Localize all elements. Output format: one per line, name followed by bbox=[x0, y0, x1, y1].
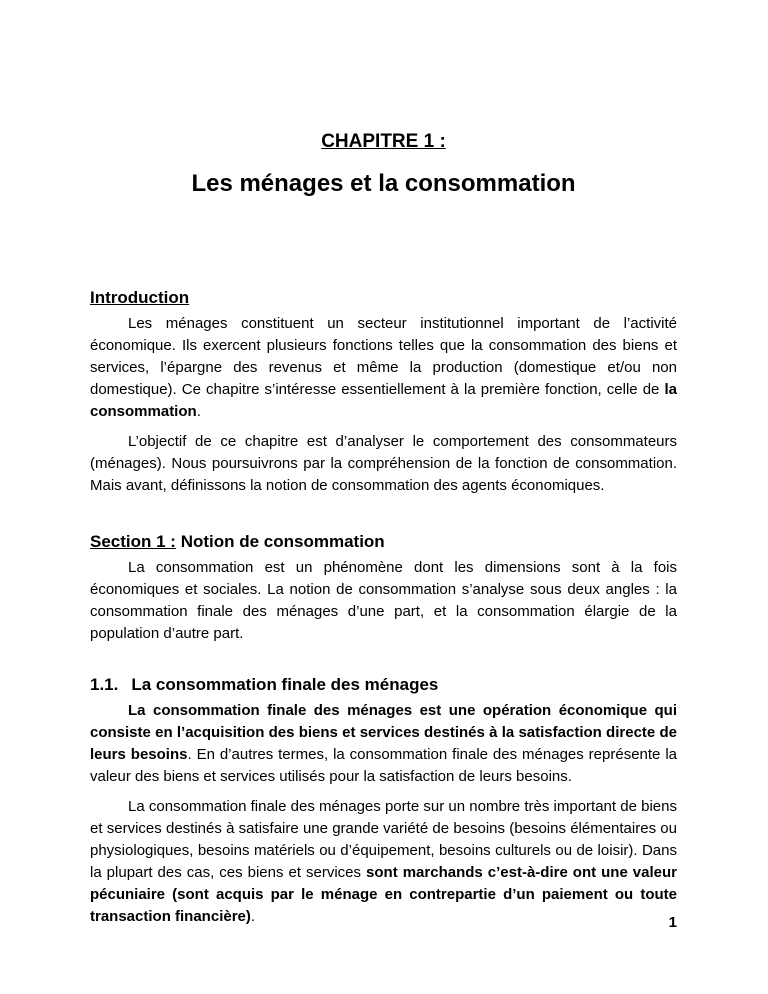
intro-paragraph-2: L’objectif de ce chapitre est d’analyser le comportement des consommateurs (ménages). Nous poursuivrons par la compréhension de la fonction de consommation. Mais avant, définissons la notion de consommation des agents économiques. bbox=[90, 433, 677, 494]
subsection-1-1-paragraph-2: La consommation finale des ménages porte sur un nombre très important de biens et services destinés à satisfaire une grande variété de besoins (besoins élémentaires ou physiologiques, besoins matériels ou d’équipement, besoins culturels ou de loisir). Dans la plupart des cas, ces biens et services sont marchands c’est-à-dire ont une valeur pécuniaire (sont acquis par le ménage en contrepartie d’un paiement ou toute transaction financière). bbox=[90, 798, 678, 925]
intro-paragraph-1: Les ménages constituent un secteur institutionnel important de l’activité économique. Ils exercent plusieurs fonctions telles que la consommation des biens et services, l’épargne des revenus et même la production (domestique et/ou non domestique). Ce chapitre s’intéresse essentiellement à la première fonction, celle de la consommation. bbox=[90, 315, 677, 420]
chapter-title: Les ménages et la consommation bbox=[191, 170, 576, 197]
chapter-label: CHAPITRE 1 : bbox=[321, 131, 446, 152]
page-number: 1 bbox=[668, 914, 677, 931]
heading-introduction: Introduction bbox=[90, 288, 190, 307]
section-1-paragraph-1: La consommation est un phénomène dont les dimensions sont à la fois économiques et sociales. La notion de consommation s’analyse sous deux angles : la consommation finale des ménages d’une part, et la consommation élargie de la population d’autre part. bbox=[90, 559, 677, 642]
subsection-1-1-paragraph-1: La consommation finale des ménages est une opération économique qui consiste en l’acquisition des biens et services destinés à la satisfaction directe de leurs besoins. En d’autres termes, la consommation finale des ménages représente la valeur des biens et services utilisés pour la satisfaction de leurs besoins. bbox=[90, 702, 678, 785]
heading-section-1: Section 1 : Notion de consommation bbox=[90, 532, 385, 551]
heading-subsection-1-1: 1.1. La consommation finale des ménages bbox=[90, 675, 439, 694]
